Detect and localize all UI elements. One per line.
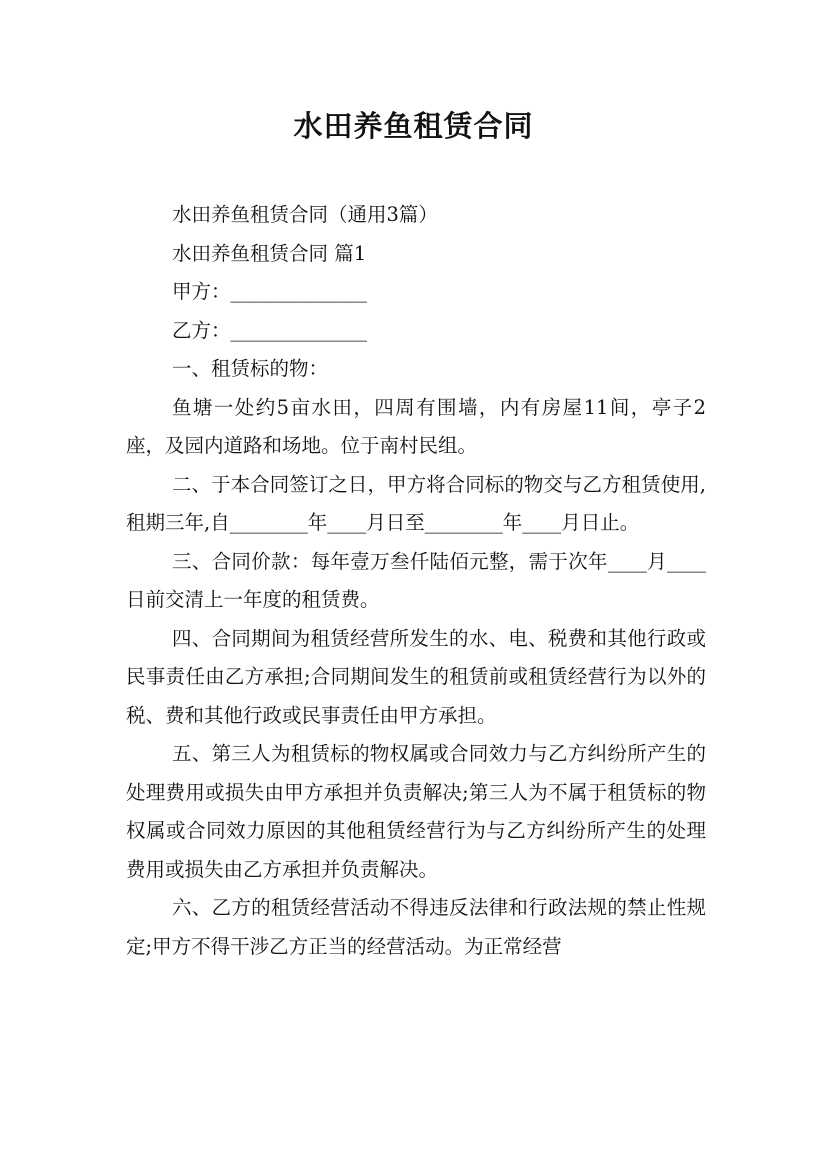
clause-1-heading: 一、租赁标的物： [172, 357, 329, 380]
document-title: 水田养鱼租赁合同 [293, 109, 534, 143]
subtitle-line: 水田养鱼租赁合同（通用3篇） [172, 203, 438, 226]
document-body [126, 196, 706, 966]
section-heading: 水田养鱼租赁合同 篇1 [172, 241, 367, 265]
clause-3: 三、合同价款：每年壹万叁仟陆佰元整，需于次年____月____日前交清上一年度的租赁费。 [126, 549, 706, 611]
clause-1-body: 鱼塘一处约5亩水田，四周有围墙，内有房屋11间，亭子2座，及园内道路和场地。位于南村民组。 [126, 395, 706, 457]
clause-4: 四、合同期间为租赁经营所发生的水、电、税费和其他行政或民事责任由乙方承担;合同期间发生的租赁前或租赁经营行为以外的税、费和其他行政或民事责任由甲方承担。 [126, 626, 706, 727]
clause-5: 五、第三人为租赁标的物权属或合同效力与乙方纠纷所产生的处理费用或损失由甲方承担并负责解决;第三人为不属于租赁标的物权属或合同效力原因的其他租赁经营行为与乙方纠纷所产生的处理费用或损失由乙方承担并负责解决。 [126, 742, 706, 881]
party-a-line: 甲方：______________ [172, 280, 368, 303]
clause-2: 二、于本合同签订之日，甲方将合同标的物交与乙方租赁使用,租期三年,自________年____月日至________年____月日止。 [126, 472, 706, 534]
clause-6: 六、乙方的租赁经营活动不得违反法律和行政法规的禁止性规定;甲方不得干涉乙方正当的经营活动。为正常经营 [126, 896, 706, 958]
party-b-line: 乙方：______________ [172, 318, 368, 342]
